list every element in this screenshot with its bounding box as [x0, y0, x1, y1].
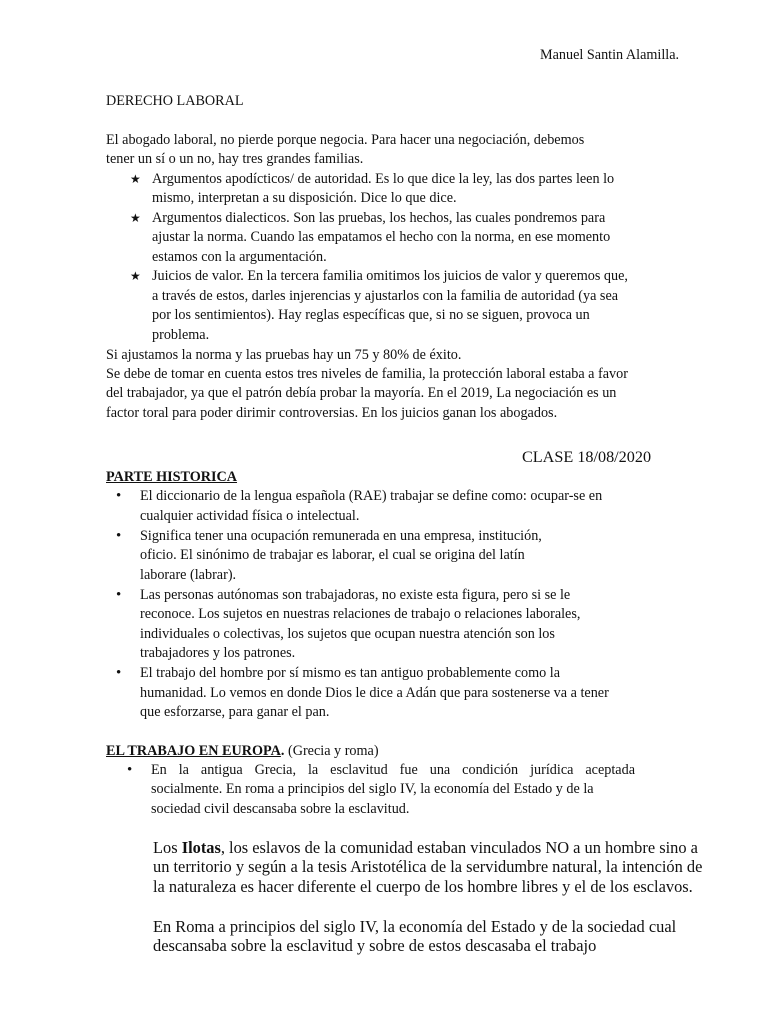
- europe-heading: EL TRABAJO EN EUROPA: [106, 743, 281, 759]
- historic-heading: PARTE HISTORICA: [106, 469, 238, 485]
- bullet-dot-icon: •: [127, 762, 133, 778]
- family-line: Juicios de valor. En la tercera familia omitimos los juicios de valor y queremos que,: [152, 268, 628, 284]
- historic-line: trabajadores y los patrones.: [140, 645, 296, 661]
- roma-line: descansaba sobre la esclavitud y sobre de estos descasaba el trabajo: [153, 936, 597, 955]
- europe-line: En la antigua Grecia, la esclavitud fue una condición jurídica aceptada: [151, 762, 635, 778]
- family-line: Argumentos dialecticos. Son las pruebas, los hechos, las cuales pondremos para: [152, 210, 606, 226]
- ilotas-pre: Los: [153, 838, 182, 857]
- historic-line: laborare (labrar).: [140, 567, 237, 583]
- historic-line: que esforzarse, para ganar el pan.: [140, 704, 330, 720]
- class-date: CLASE 18/08/2020: [522, 448, 652, 466]
- historic-line: Las personas autónomas son trabajadoras, no existe esta figura, pero si se le: [140, 587, 571, 603]
- historic-line: reconoce. Los sujetos en nuestras relaciones de trabajo o relaciones laborales,: [140, 606, 581, 622]
- intro-line: tener un sí o un no, hay tres grandes familias.: [106, 151, 364, 167]
- bullet-dot-icon: •: [116, 488, 122, 504]
- family-line: estamos con la argumentación.: [152, 249, 327, 265]
- historic-line: Significa tener una ocupación remunerada en una empresa, institución,: [140, 528, 542, 544]
- ilotas-line: la naturaleza es hacer diferente el cuerpo de los hombre libres y el de los esclavos.: [153, 877, 693, 896]
- historic-line: humanidad. Lo vemos en donde Dios le dice a Adán que para sostenerse va a tener: [140, 685, 609, 701]
- bullet-dot-icon: •: [116, 528, 122, 544]
- star-bullet-icon: ★: [130, 211, 141, 225]
- europe-line: socialmente. En roma a principios del siglo IV, la economía del Estado y de la: [151, 781, 594, 797]
- paragraph-line: del trabajador, ya que el patrón debía probar la mayoría. En el 2019, La negociación es un: [106, 385, 617, 401]
- historic-line: individuales o colectivas, los sujetos que ocupan nuestra atención son los: [140, 626, 555, 642]
- section-heading: [106, 468, 237, 488]
- roma-line: En Roma a principios del siglo IV, la economía del Estado y de la sociedad cual: [153, 917, 677, 936]
- historic-line: cualquier actividad física o intelectual.: [140, 508, 360, 524]
- intro-line: El abogado laboral, no pierde porque negocia. Para hacer una negociación, debemos: [106, 132, 585, 148]
- historic-line: oficio. El sinónimo de trabajar es laborar, el cual se origina del latín: [140, 547, 525, 563]
- family-line: a través de estos, darles injerencias y ajustarlos con la familia de autoridad (ya sea: [152, 288, 619, 304]
- europe-heading-dot: .: [280, 743, 285, 759]
- historic-line: El diccionario de la lengua española (RAE) trabajar se define como: ocupar-se en: [140, 488, 603, 504]
- family-line: mismo, interpretan a su disposición. Dice lo que dice.: [152, 190, 457, 206]
- europe-subtitle: (Grecia y roma): [284, 743, 379, 759]
- paragraph-line: Se debe de tomar en cuenta estos tres niveles de familia, la protección laboral estaba a favor: [106, 366, 628, 382]
- paragraph-line: Si ajustamos la norma y las pruebas hay un 75 y 80% de éxito.: [106, 347, 462, 363]
- author-name: Manuel Santin Alamilla.: [540, 47, 680, 63]
- family-line: problema.: [152, 327, 210, 343]
- historic-line: El trabajo del hombre por sí mismo es tan antiguo probablemente como la: [140, 665, 560, 681]
- star-bullet-icon: ★: [130, 269, 141, 283]
- section-heading: [106, 742, 379, 762]
- family-line: Argumentos apodícticos/ de autoridad. Es lo que dice la ley, las dos partes leen lo: [152, 171, 615, 187]
- ilotas-rest: , los eslavos de la comunidad estaban vinculados NO a un hombre sino a: [220, 838, 698, 857]
- bullet-dot-icon: •: [116, 587, 122, 603]
- paragraph-line: factor toral para poder dirimir controversias. En los juicios ganan los abogados.: [106, 405, 558, 421]
- ilotas-line: un territorio y según a la tesis Aristotélica de la servidumbre natural, la intención de: [153, 857, 703, 876]
- ilotas-term: Ilotas: [181, 838, 221, 857]
- europe-line: sociedad civil descansaba sobre la esclavitud.: [151, 801, 410, 817]
- bullet-dot-icon: •: [116, 665, 122, 681]
- page-title: DERECHO LABORAL: [106, 93, 244, 109]
- star-bullet-icon: ★: [130, 172, 141, 186]
- family-line: ajustar la norma. Cuando las empatamos el hecho con la norma, en ese momento: [152, 229, 611, 245]
- family-line: por los sentimientos). Hay reglas específicas que, si no se siguen, provoca un: [152, 307, 590, 323]
